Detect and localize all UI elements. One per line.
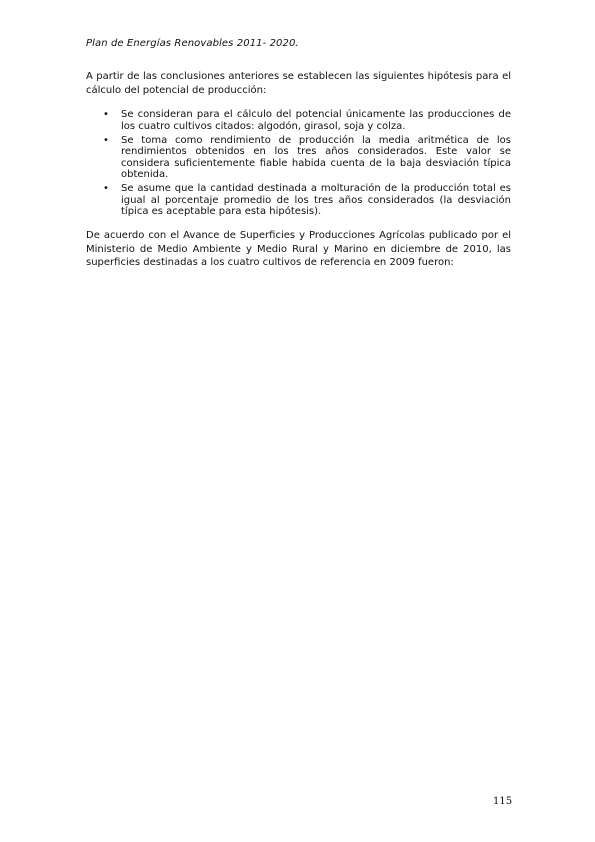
list-item-text: Se toma como rendimiento de producción la media aritmética de los rendimientos obtenidos en los tres años considerados. Este valor se considera suficientemente fiable habida cuenta de la baja desviación típica obtenida. xyxy=(121,134,511,180)
bullet-icon: • xyxy=(103,109,109,120)
bullet-icon: • xyxy=(103,183,109,194)
list-item xyxy=(86,183,511,218)
list-item xyxy=(86,109,511,132)
hypotheses-list xyxy=(86,109,511,220)
page-number: 115 xyxy=(493,796,513,807)
list-item-text: Se asume que la cantidad destinada a molturación de la producción total es igual al porcentaje promedio de los tres años considerados (la desviación típica es aceptable para esta hipótesis). xyxy=(121,183,511,217)
closing-paragraph: De acuerdo con el Avance de Superficies y Producciones Agrícolas publicado por el Ministerio de Medio Ambiente y Medio Rural y Marino en diciembre de 2010, las superficies destinadas a los cuatro cultivos de referencia en 2009 fueron: xyxy=(86,230,511,268)
running-header: Plan de Energías Renovables 2011- 2020. xyxy=(86,38,299,49)
list-item xyxy=(86,135,511,181)
bullet-icon: • xyxy=(103,134,109,146)
list-item-text: Se consideran para el cálculo del potencial únicamente las producciones de los cuatro cultivos citados: algodón, girasol, soja y colza. xyxy=(121,109,511,132)
intro-paragraph: A partir de las conclusiones anteriores se establecen las siguientes hipótesis para el cálculo del potencial de producción: xyxy=(86,71,511,96)
